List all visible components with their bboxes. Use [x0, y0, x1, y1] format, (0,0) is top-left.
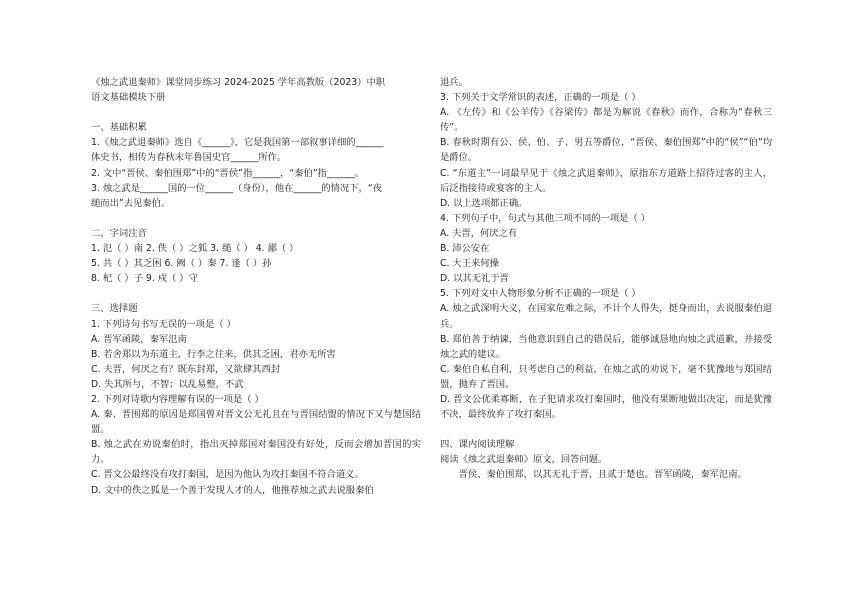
section-1-title: 一、基础积累 [91, 122, 147, 134]
q3-option-d: D. 以上选项都正确。 [440, 197, 528, 209]
q4-option-b: B. 沛公安在 [440, 243, 490, 255]
q4-option-d: D. 以其无礼于晋 [440, 273, 509, 285]
q3-stem: 3. 下列关于文学常识的表述，正确的一项是（ ） [440, 92, 641, 104]
reading-intro: 阅读《烛之武退秦师》原文，回答问题。 [440, 454, 608, 466]
q1-option-b: B. 若舍郑以为东道主，行李之往来，供其乏困，君亦无所害 [91, 348, 336, 360]
sec1-question-3-line-2: 缒而出”去见秦伯。 [91, 197, 171, 209]
q5-option-a: A. 烛之武深明大义，在国家危难之际，不计个人得失，挺身而出，去说服秦伯退兵。 [440, 303, 772, 330]
q5-option-c: C. 秦伯自私自利，只考虑自己的利益，在烛之武的劝说下，毫不犹豫地与郑国结盟，抛弃了晋国。 [440, 363, 772, 390]
sec1-question-1-line-2: 体史书，相传为春秋末年鲁国史官______所作。 [91, 152, 287, 164]
q1-stem: 1. 下列诗句书写无误的一项是（ ） [91, 318, 236, 330]
q3-option-c: C. “东道主”一词最早见于《烛之武退秦师》，原指东方道路上招待过客的主人，后泛指接待或宴客的主人。 [440, 167, 772, 194]
section-4-title: 四、课内阅读理解 [440, 439, 515, 451]
q2-option-c: C. 晋文公最终没有攻打秦国，是因为他认为攻打秦国不符合道义。 [91, 469, 364, 481]
pinyin-row-1: 1. 氾（ ）南 2. 佚（ ）之狐 3. 缒（ ） 4. 鄙（ ） [91, 243, 299, 255]
q4-stem: 4. 下列句子中，句式与其他三项不同的一项是（ ） [440, 212, 651, 224]
q4-option-a: A. 夫晋，何厌之有 [440, 227, 518, 239]
q2-stem: 2. 下列对诗歌内容理解有误的一项是（ ） [91, 393, 264, 405]
q1-option-a: A. 晋军函陵，秦军氾南 [91, 333, 187, 345]
q5-stem: 5. 下列对文中人物形象分析不正确的一项是（ ） [440, 288, 641, 300]
q1-option-d: D. 失其所与，不智；以乱易整，不武 [91, 378, 244, 390]
left-column [91, 75, 421, 498]
q2-option-b: B. 烛之武在劝说秦伯时，指出灭掉郑国对秦国没有好处，反而会增加晋国的实力。 [91, 439, 421, 466]
sec1-question-1-line-1: 1.《烛之武退秦师》选自《______》，它是我国第一部叙事详细的______ [91, 137, 384, 149]
q5-option-d: D. 晋文公优柔寡断，在子犯请求攻打秦国时，他没有果断地做出决定，而是犹豫不决，最终放弃了攻打秦国。 [440, 393, 772, 421]
sec1-question-2: 2. 文中“晋侯、秦伯围郑”中的“晋侯”指______，“秦伯”指______。 [91, 167, 365, 179]
pinyin-row-2: 5. 共（ ）其乏困 6. 阙（ ）秦 7. 逢（ ）孙 [91, 258, 272, 270]
q2-option-a: A. 秦、晋围郑的原因是郑国曾对晋文公无礼且在与晋国结盟的情况下又与楚国结盟。 [91, 409, 421, 436]
section-3-title: 三、选择题 [91, 303, 138, 315]
q3-option-a: A. 《左传》和《公羊传》《谷梁传》都是为解说《春秋》而作，合称为“春秋三传”。 [440, 107, 772, 134]
doc-title-line-2: 语文基础模块下册 [91, 92, 166, 104]
q5-option-b: B. 郑伯善于纳谏，当他意识到自己的错误后，能够诚恳地向烛之武道歉，并接受烛之武的建议。 [440, 333, 772, 360]
section-2-title: 二、字词注音 [91, 227, 147, 239]
q2-option-d: D. 文中的佚之狐是一个善于发现人才的人，他推荐烛之武去说服秦伯 [91, 484, 374, 496]
q2-option-d-continued: 退兵。 [440, 77, 468, 88]
doc-title-line-1: 《烛之武退秦师》课堂同步练习 2024-2025 学年高教版（2023）中职 [91, 77, 386, 88]
q4-option-c: C. 大王来何操 [440, 258, 499, 270]
right-column [440, 75, 772, 483]
q1-option-c: C. 夫晋，何厌之有？既东封郑，又欲肆其西封 [91, 363, 281, 375]
pinyin-row-3: 8. 杞（ ）子 9. 戍（ ）守 [91, 273, 198, 285]
sec1-question-3-line-1: 3. 烛之武是______国的一位______（身份），他在______的情况下，“夜 [91, 182, 382, 194]
reading-passage: 晋侯、秦伯围郑，以其无礼于晋，且贰于楚也。晋军函陵，秦军氾南。 [458, 469, 747, 481]
q3-option-b: B. 春秋时期有公、侯、伯、子、男五等爵位，“晋侯、秦伯围郑”中的“侯”“伯”均是爵位。 [440, 137, 772, 164]
